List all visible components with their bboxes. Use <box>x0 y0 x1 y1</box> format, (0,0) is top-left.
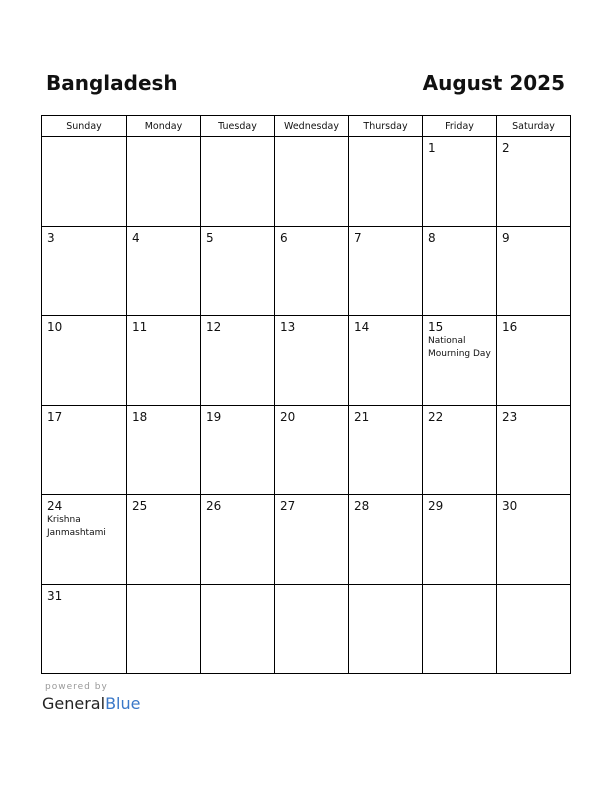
weekday-sunday: Sunday <box>42 116 127 137</box>
calendar-day-cell <box>275 226 349 316</box>
calendar-day-cell <box>42 584 127 674</box>
calendar-day-cell <box>275 137 349 227</box>
weekday-wednesday: Wednesday <box>275 116 349 137</box>
calendar-day-cell <box>127 495 201 585</box>
day-number <box>201 585 274 589</box>
calendar-day-cell <box>275 405 349 495</box>
day-number: 26 <box>206 499 222 513</box>
weekday-monday: Monday <box>127 116 201 137</box>
calendar-day-cell <box>42 137 127 227</box>
calendar-day-cell <box>275 584 349 674</box>
day-number: 7 <box>354 230 362 245</box>
day-number: 25 <box>132 499 148 513</box>
day-number: 27 <box>280 499 296 513</box>
calendar-day-cell <box>42 405 127 495</box>
calendar-day-cell <box>201 495 275 585</box>
holiday-label: National Mourning Day <box>428 336 491 359</box>
calendar-day-cell <box>201 584 275 674</box>
calendar-day-cell <box>423 495 497 585</box>
calendar-day-cell <box>349 495 423 585</box>
calendar-day-cell <box>127 405 201 495</box>
day-number: 22 <box>428 409 444 424</box>
day-number <box>275 585 348 589</box>
day-number: 10 <box>47 320 63 334</box>
month-title: August 2025 <box>422 71 565 95</box>
day-number: 31 <box>47 588 63 603</box>
day-number: 12 <box>206 320 222 334</box>
brand-general: General <box>42 694 106 713</box>
day-number: 1 <box>428 141 436 155</box>
day-number: 4 <box>132 230 140 245</box>
calendar-day-cell <box>349 584 423 674</box>
day-number: 9 <box>502 230 510 245</box>
day-number: 18 <box>132 409 148 424</box>
calendar-day-cell <box>275 316 349 406</box>
calendar-day-cell <box>201 226 275 316</box>
calendar-day-cell <box>423 226 497 316</box>
calendar-day-cell <box>275 495 349 585</box>
day-number <box>127 585 200 589</box>
day-number: 19 <box>206 409 222 424</box>
day-number <box>497 585 570 589</box>
day-number: 14 <box>354 320 370 334</box>
day-number: 24 <box>47 499 63 513</box>
day-number: 23 <box>502 409 518 424</box>
calendar-day-cell <box>127 316 201 406</box>
calendar-day-cell <box>349 226 423 316</box>
calendar-week-row <box>42 137 571 227</box>
weekday-header-row <box>42 116 571 137</box>
weekday-tuesday: Tuesday <box>201 116 275 137</box>
day-number <box>349 137 422 141</box>
day-number <box>349 585 422 589</box>
day-number: 21 <box>354 409 370 424</box>
day-number: 11 <box>132 320 148 334</box>
calendar-day-cell <box>127 584 201 674</box>
day-number: 15 <box>428 320 444 334</box>
day-number <box>127 137 200 141</box>
calendar-day-cell <box>42 495 127 585</box>
calendar-day-cell <box>349 137 423 227</box>
calendar-day-cell <box>497 137 571 227</box>
holiday-label: Krishna Janmashtami <box>47 515 106 538</box>
calendar-week-row <box>42 405 571 495</box>
day-number: 6 <box>280 230 288 245</box>
calendar-day-cell <box>42 316 127 406</box>
day-number: 8 <box>428 230 436 245</box>
calendar-day-cell <box>127 226 201 316</box>
day-number: 30 <box>502 499 518 513</box>
day-number: 28 <box>354 499 370 513</box>
calendar-week-row <box>42 316 571 406</box>
powered-by-text: powered by <box>45 682 108 692</box>
weekday-thursday: Thursday <box>349 116 423 137</box>
weekday-friday: Friday <box>423 116 497 137</box>
calendar-day-cell <box>423 137 497 227</box>
calendar-day-cell <box>349 316 423 406</box>
day-number: 29 <box>428 499 444 513</box>
calendar-day-cell <box>497 584 571 674</box>
calendar-grid <box>41 115 571 674</box>
day-number: 2 <box>502 141 510 155</box>
brand-blue: Blue <box>105 694 141 713</box>
calendar-week-row <box>42 226 571 316</box>
calendar-day-cell <box>497 226 571 316</box>
day-number <box>42 137 126 141</box>
calendar-day-cell <box>423 316 497 406</box>
calendar-day-cell <box>497 316 571 406</box>
day-number: 16 <box>502 320 518 334</box>
day-number <box>423 585 496 589</box>
weekday-saturday: Saturday <box>497 116 571 137</box>
brand-logo <box>42 694 140 713</box>
calendar-day-cell <box>497 495 571 585</box>
day-number: 20 <box>280 409 296 424</box>
calendar-week-row <box>42 584 571 674</box>
country-title: Bangladesh <box>46 71 178 95</box>
calendar-day-cell <box>349 405 423 495</box>
calendar-day-cell <box>201 316 275 406</box>
calendar-day-cell <box>42 226 127 316</box>
day-number <box>201 137 274 141</box>
day-number: 13 <box>280 320 296 334</box>
calendar-day-cell <box>423 584 497 674</box>
calendar-day-cell <box>423 405 497 495</box>
calendar-week-row <box>42 495 571 585</box>
day-number: 3 <box>47 230 55 245</box>
calendar-day-cell <box>127 137 201 227</box>
calendar-day-cell <box>497 405 571 495</box>
day-number: 5 <box>206 230 214 245</box>
day-number <box>275 137 348 141</box>
calendar-day-cell <box>201 405 275 495</box>
day-number: 17 <box>47 409 63 424</box>
calendar-day-cell <box>201 137 275 227</box>
